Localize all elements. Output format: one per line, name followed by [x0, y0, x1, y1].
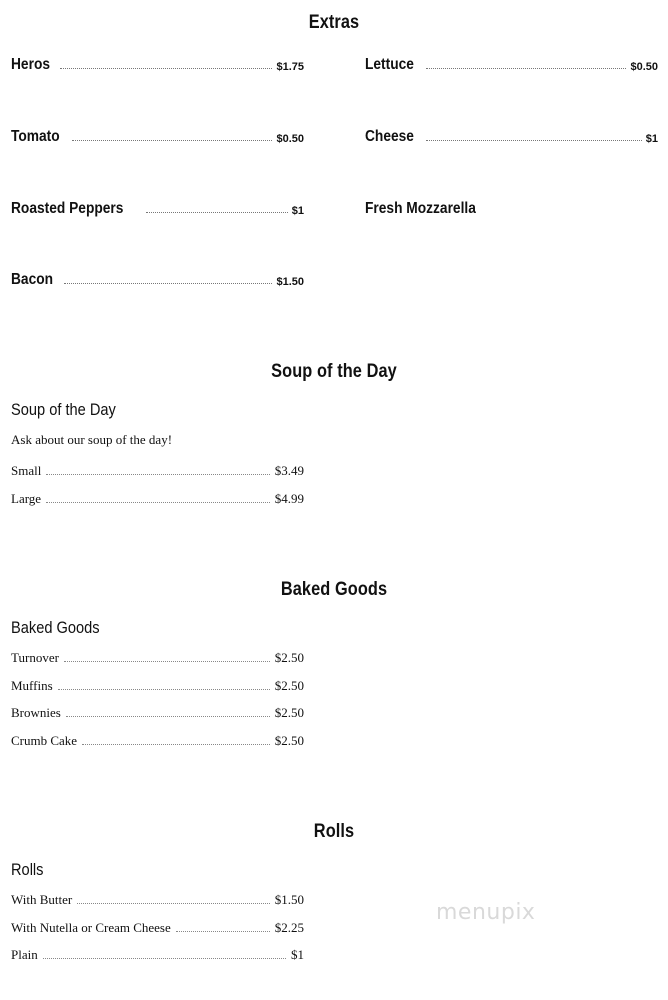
item-name: Fresh Mozzarella — [365, 200, 476, 217]
section-title-rolls: Rolls — [313, 821, 355, 842]
menu-item-roasted-peppers — [11, 196, 304, 218]
item-price: $2.50 — [274, 733, 304, 748]
item-price: $2.50 — [274, 678, 304, 693]
item-name: Cheese — [365, 128, 414, 145]
subsection-title-soup: Soup of the Day — [11, 400, 116, 419]
dot-leader — [82, 744, 270, 745]
menu-item-muffins — [11, 676, 304, 694]
dot-leader — [426, 140, 642, 141]
menu-item-tomato — [11, 124, 304, 146]
dot-leader — [46, 474, 269, 475]
menu-item-with-butter — [11, 890, 304, 908]
dot-leader — [64, 661, 270, 662]
item-name: Brownies — [11, 705, 61, 720]
section-title-extras: Extras — [308, 12, 360, 33]
item-name: Heros — [11, 56, 51, 73]
menu-item-turnover — [11, 648, 304, 666]
soup-description: Ask about our soup of the day! — [11, 432, 173, 447]
dot-leader — [64, 283, 273, 284]
item-name: Roasted Peppers — [11, 200, 124, 217]
dot-leader — [66, 716, 270, 717]
dot-leader — [77, 903, 270, 904]
section-title-soup: Soup of the Day — [271, 361, 397, 382]
dot-leader — [60, 68, 272, 69]
item-name: Turnover — [11, 650, 59, 665]
subsection-title-baked-goods: Baked Goods — [11, 618, 100, 637]
item-name: Muffins — [11, 678, 53, 693]
menu-item-large — [11, 489, 304, 507]
item-price: $1 — [291, 205, 304, 217]
dot-leader — [426, 68, 627, 69]
dot-leader — [46, 502, 270, 503]
item-price: $4.99 — [274, 491, 304, 506]
item-price: $1 — [645, 133, 658, 145]
menu-item-brownies — [11, 703, 304, 721]
item-name: With Butter — [11, 892, 73, 907]
menu-item-crumb-cake — [11, 731, 304, 749]
dot-leader — [72, 140, 273, 141]
item-price: $2.50 — [274, 705, 304, 720]
item-price: $0.50 — [276, 133, 304, 145]
menu-item-with-nutella-or-cream-cheese — [11, 918, 304, 936]
menu-item-small — [11, 461, 304, 479]
item-name: With Nutella or Cream Cheese — [11, 920, 171, 935]
item-price: $0.50 — [630, 61, 658, 73]
item-name: Large — [11, 491, 42, 506]
item-price: $3.49 — [274, 463, 304, 478]
dot-leader — [176, 931, 270, 932]
item-name: Lettuce — [365, 56, 414, 73]
item-price: $1 — [291, 947, 304, 962]
dot-leader — [146, 212, 288, 213]
dot-leader — [43, 958, 286, 959]
menu-item-plain — [11, 945, 304, 963]
item-name: Plain — [11, 947, 38, 962]
subsection-title-rolls: Rolls — [11, 860, 44, 879]
section-title-baked-goods: Baked Goods — [280, 579, 388, 600]
menupix-watermark: menupix — [436, 900, 536, 925]
item-price: $1.75 — [276, 61, 304, 73]
menu-item-cheese — [365, 124, 658, 146]
item-name: Bacon — [11, 271, 54, 288]
menu-item-heros — [11, 52, 304, 74]
menu-item-lettuce — [365, 52, 658, 74]
item-price: $2.25 — [274, 920, 304, 935]
item-price: $1.50 — [276, 276, 304, 288]
item-name: Crumb Cake — [11, 733, 78, 748]
dot-leader — [58, 689, 270, 690]
item-name: Small — [11, 463, 42, 478]
item-price: $2.50 — [274, 650, 304, 665]
menu-item-fresh-mozzarella — [365, 196, 658, 218]
item-price: $1.50 — [274, 892, 304, 907]
item-name: Tomato — [11, 128, 60, 145]
menu-item-bacon — [11, 267, 304, 289]
